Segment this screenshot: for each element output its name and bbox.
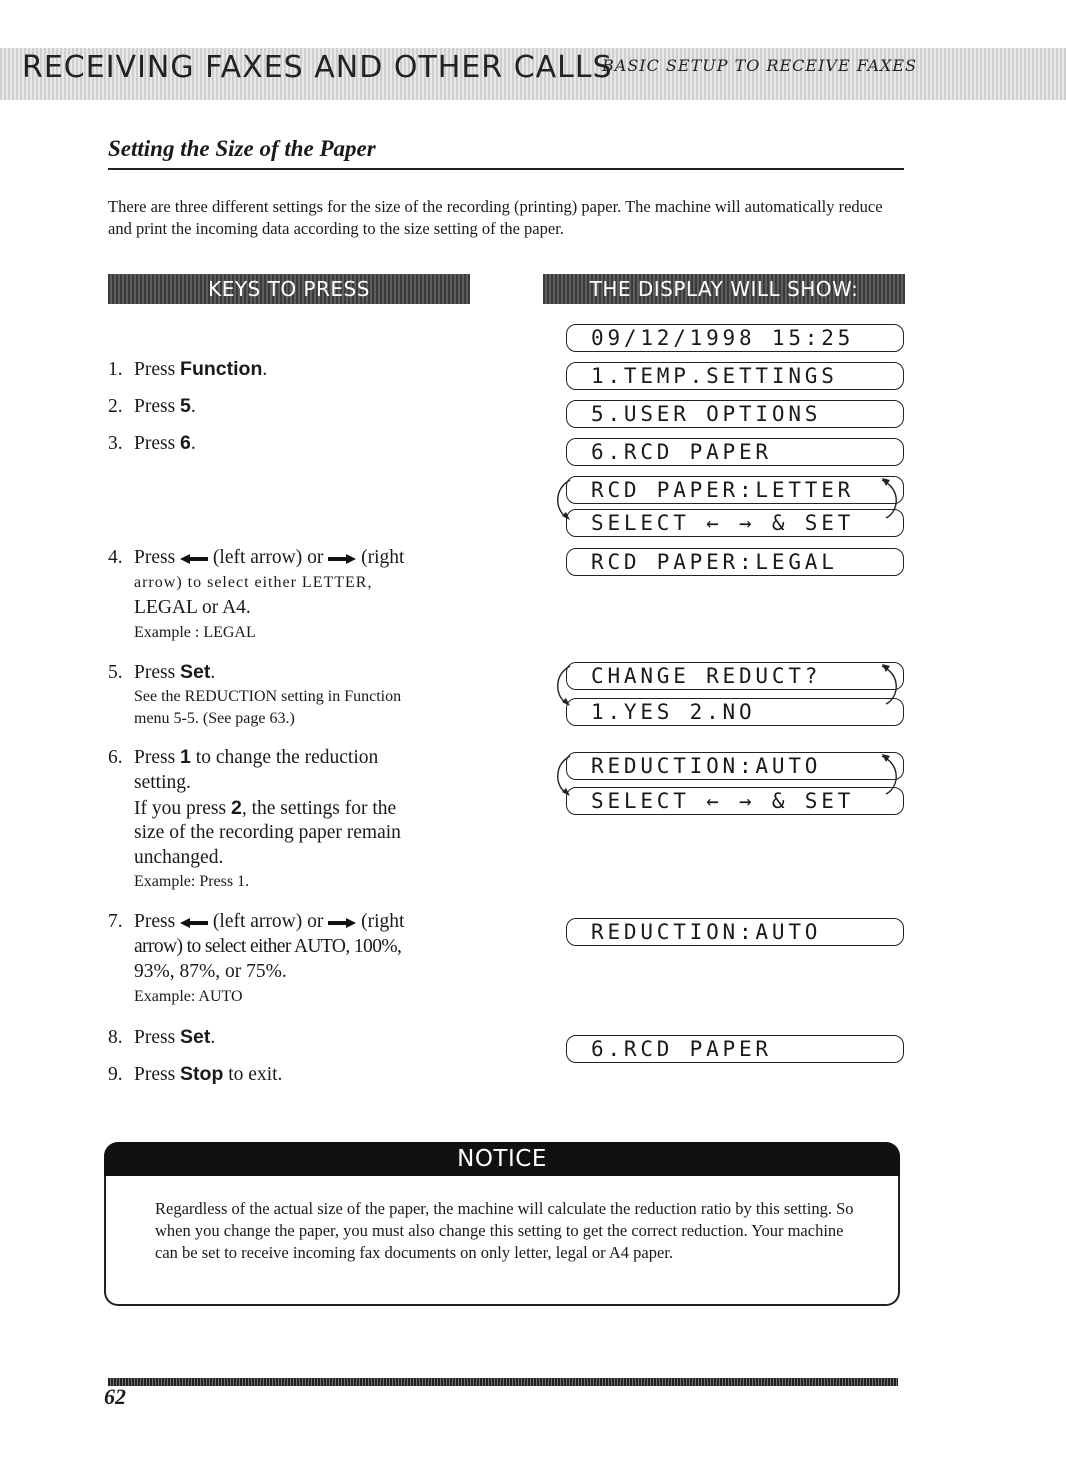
step-9: 9. Press Stop to exit. — [108, 1063, 283, 1085]
notice-text: Regardless of the actual size of the paper, the machine will calculate the reduction ratio by this setting. So when you change the paper, you must also change this setting to get the correct reduction. Your machine can be set to receive incoming fax documents on only letter, legal or A4 paper. — [155, 1199, 854, 1262]
lcd-user-options: 5.USER OPTIONS — [566, 400, 904, 428]
lcd-rcd-paper-final: 6.RCD PAPER — [566, 1035, 904, 1063]
display-will-show-banner: THE DISPLAY WILL SHOW: — [543, 274, 905, 304]
chapter-title: RECEIVING FAXES AND OTHER CALLS — [22, 50, 613, 85]
step-7-line2: arrow) to select either AUTO, 100%, — [134, 936, 402, 957]
step-6-line3: If you press 2, the settings for the — [134, 797, 397, 819]
lcd-select-set-2: SELECT ← → & SET — [566, 787, 904, 815]
left-arrow-icon — [180, 918, 208, 928]
lcd-change-reduct: CHANGE REDUCT? — [566, 662, 904, 690]
step-7: 7. Press (left arrow) or (right — [108, 911, 405, 932]
right-arrow-icon — [328, 918, 356, 928]
step-4-line3: LEGAL or A4. — [134, 597, 251, 618]
lcd-date-time: 09/12/1998 15:25 — [566, 324, 904, 352]
step-6: 6. Press 1 to change the reduction — [108, 746, 379, 768]
keys-to-press-banner: KEYS TO PRESS — [108, 274, 470, 304]
step-7-example: Example: AUTO — [134, 988, 243, 1005]
notice-title: NOTICE — [104, 1142, 900, 1176]
page-number: 62 — [104, 1384, 126, 1409]
lcd-yes-no: 1.YES 2.NO — [566, 698, 904, 726]
lcd-rcd-paper: 6.RCD PAPER — [566, 438, 904, 466]
step-6-example: Example: Press 1. — [134, 873, 250, 890]
left-arrow-icon — [180, 554, 208, 564]
step-5: 5. Press Set. — [108, 661, 216, 683]
step-7-line3: 93%, 87%, or 75%. — [134, 961, 287, 982]
step-8: 8. Press Set. — [108, 1026, 216, 1048]
lcd-select-set: SELECT ← → & SET — [566, 509, 904, 537]
footer-divider — [108, 1378, 898, 1386]
page-title: Setting the Size of the Paper — [108, 136, 376, 161]
step-2: 2. Press 5. — [108, 395, 196, 417]
step-5-note-2: menu 5-5. (See page 63.) — [134, 710, 295, 727]
lcd-reduction-auto: REDUCTION:AUTO — [566, 752, 904, 780]
step-5-note-1: See the REDUCTION setting in Function — [134, 688, 402, 705]
step-6-line4: size of the recording paper remain — [134, 822, 401, 843]
function-key-label: Function — [180, 358, 263, 380]
step-1: 1. Press Function. — [108, 358, 268, 380]
step-6-line2: setting. — [134, 772, 191, 793]
step-6-line5: unchanged. — [134, 847, 224, 868]
right-arrow-icon — [328, 554, 356, 564]
lcd-rcd-paper-letter: RCD PAPER:LETTER — [566, 476, 904, 504]
section-subtitle: BASIC SETUP TO RECEIVE FAXES — [602, 56, 918, 75]
step-4-example: Example : LEGAL — [134, 624, 256, 641]
intro-paragraph: There are three different settings for the size of the recording (printing) paper. The machine will automatically reduce and print the incoming data according to the size setting of the paper. — [108, 197, 883, 238]
step-4: 4. Press (left arrow) or (right — [108, 547, 405, 568]
lcd-reduction-auto-final: REDUCTION:AUTO — [566, 918, 904, 946]
title-divider — [108, 168, 904, 170]
step-4-line2: arrow) to select either LETTER, — [134, 574, 373, 591]
lcd-rcd-paper-legal: RCD PAPER:LEGAL — [566, 548, 904, 576]
lcd-temp-settings: 1.TEMP.SETTINGS — [566, 362, 904, 390]
step-3: 3. Press 6. — [108, 432, 196, 454]
